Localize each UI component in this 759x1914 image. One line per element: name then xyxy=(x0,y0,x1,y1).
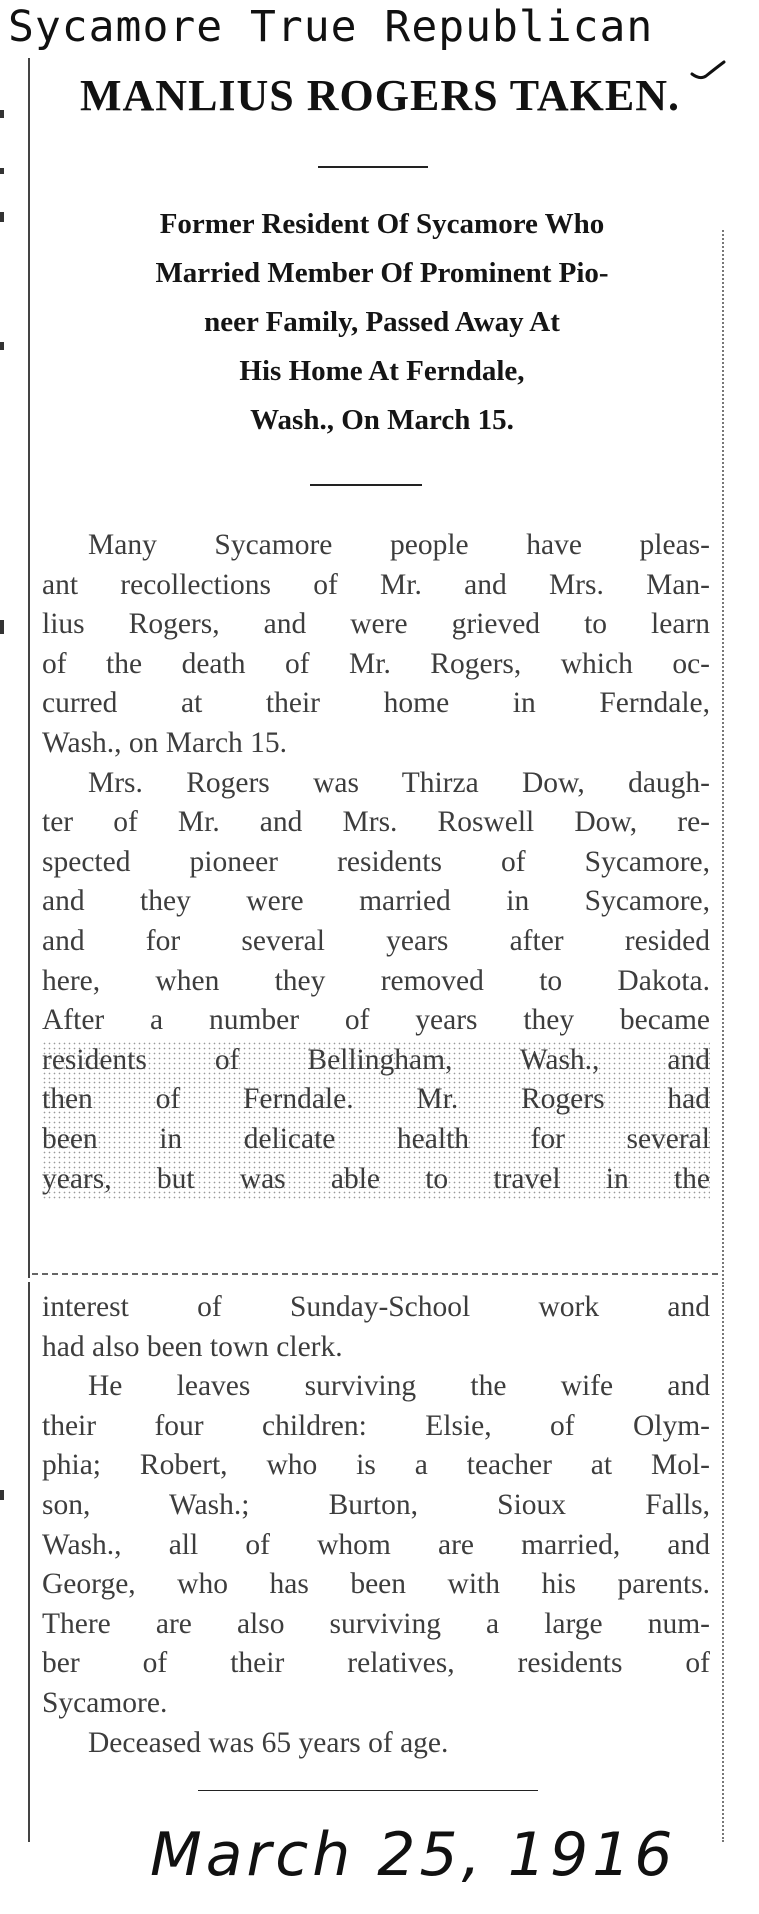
subheadline-line: neer Family, Passed Away At xyxy=(204,306,560,338)
text-line: There are also surviving a large num- xyxy=(42,1607,710,1640)
text-line: Many Sycamore people have pleas- xyxy=(88,529,710,561)
column-border-left xyxy=(28,58,30,1278)
text-line: and for several years after resided xyxy=(42,924,710,957)
text-line: been in delicate health for several xyxy=(42,1120,710,1160)
article-body-lower xyxy=(42,1288,710,1763)
text-line: lius Rogers, and were grieved to learn xyxy=(42,608,710,641)
check-mark-icon xyxy=(688,58,728,88)
text-line: son, Wash.; Burton, Sioux Falls, xyxy=(42,1488,710,1521)
text-line: ter of Mr. and Mrs. Roswell Dow, re- xyxy=(42,806,710,839)
text-line: years, but was able to travel in the xyxy=(42,1160,710,1200)
paragraph xyxy=(42,1288,710,1367)
text-line: spected pioneer residents of Sycamore, xyxy=(42,845,710,878)
paragraph xyxy=(42,764,710,1200)
margin-mark xyxy=(0,212,4,222)
text-line: their four children: Elsie, of Olym- xyxy=(42,1409,710,1442)
text-line: then of Ferndale. Mr. Rogers had xyxy=(42,1080,710,1120)
text-line: Sycamore. xyxy=(42,1686,168,1719)
margin-mark xyxy=(0,110,4,118)
subheadline xyxy=(44,200,720,445)
clipping-cut-edge xyxy=(32,1273,718,1275)
text-line: residents of Bellingham, Wash., and xyxy=(42,1041,710,1081)
text-line: After a number of years they became xyxy=(42,1004,710,1037)
text-line: of the death of Mr. Rogers, which oc- xyxy=(42,647,710,680)
text-line: ber of their relatives, residents of xyxy=(42,1647,710,1680)
text-line: Wash., on March 15. xyxy=(42,726,288,759)
text-line: and they were married in Sycamore, xyxy=(42,885,710,918)
article-body-upper xyxy=(42,526,710,1199)
margin-mark xyxy=(0,1490,4,1500)
margin-mark xyxy=(0,168,4,174)
text-line: interest of Sunday-School work and xyxy=(42,1291,710,1323)
headline: MANLIUS ROGERS TAKEN. xyxy=(79,71,681,120)
text-line: Mrs. Rogers was Thirza Dow, daugh- xyxy=(88,766,710,799)
paragraph xyxy=(42,526,710,764)
subheadline-line: Wash., On March 15. xyxy=(250,404,514,436)
text-line: phia; Robert, who is a teacher at Mol- xyxy=(42,1449,710,1482)
margin-mark xyxy=(0,620,4,634)
text-line: ant recollections of Mr. and Mrs. Man- xyxy=(42,568,710,601)
subheadline-line: Former Resident Of Sycamore Who xyxy=(159,208,605,240)
margin-mark xyxy=(0,342,4,350)
divider-rule xyxy=(310,484,422,486)
column-border-right-lower xyxy=(722,1282,724,1842)
text-line: George, who has been with his parents. xyxy=(42,1568,710,1601)
masthead: Sycamore True Republican xyxy=(8,2,654,52)
paragraph xyxy=(42,1367,710,1723)
text-line: curred at their home in Ferndale, xyxy=(42,687,710,720)
text-line: here, when they removed to Dakota. xyxy=(42,964,710,997)
column-border-right xyxy=(722,230,724,1280)
divider-rule xyxy=(318,166,428,168)
paragraph xyxy=(42,1724,710,1764)
text-line: Wash., all of whom are married, and xyxy=(42,1528,710,1561)
text-line: Deceased was 65 years of age. xyxy=(88,1726,449,1759)
text-line: had also been town clerk. xyxy=(42,1330,343,1363)
subheadline-line: His Home At Ferndale, xyxy=(239,355,525,387)
text-line: He leaves surviving the wife and xyxy=(88,1370,710,1403)
column-border-left-lower xyxy=(28,1282,30,1842)
end-rule xyxy=(198,1790,538,1791)
subheadline-line: Married Member Of Prominent Pio- xyxy=(155,257,609,289)
handwritten-date: March 25, 1916 xyxy=(150,1820,677,1890)
